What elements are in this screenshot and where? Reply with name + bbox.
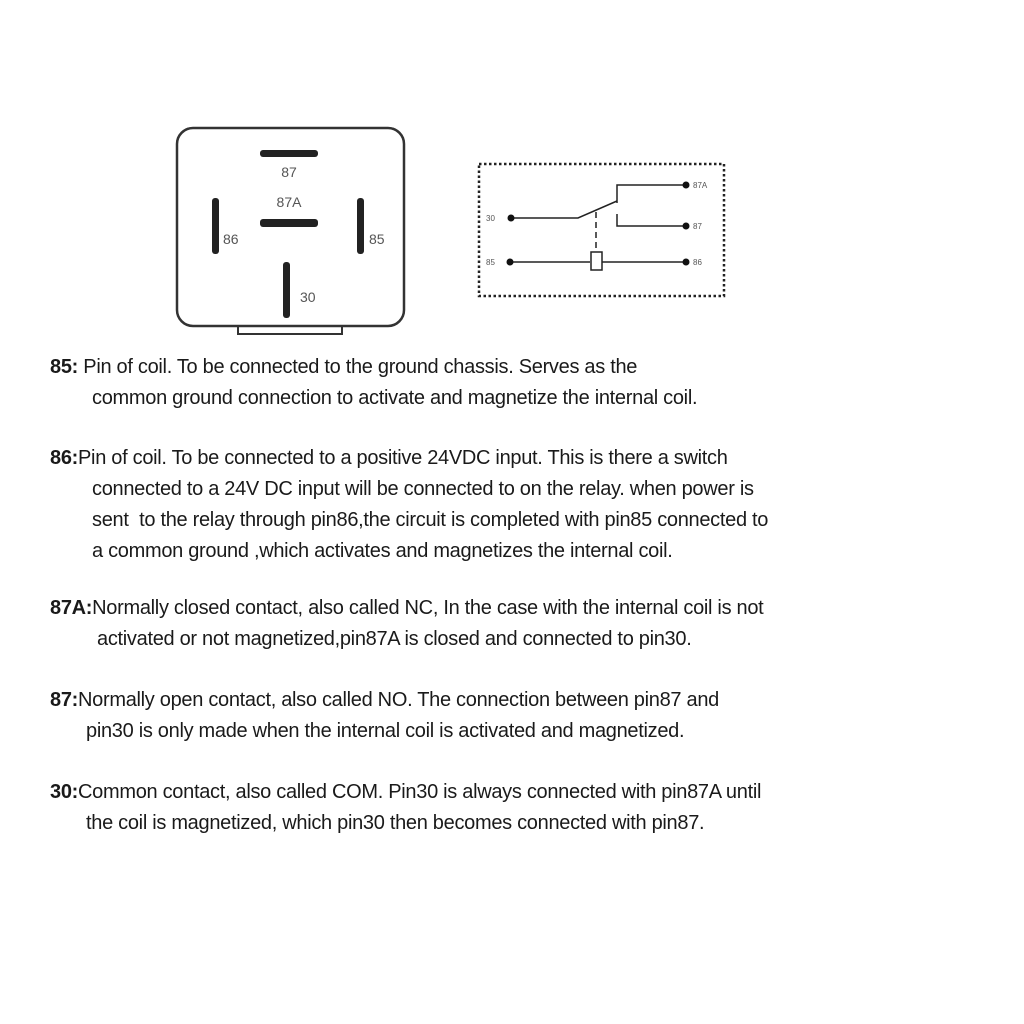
pin-label-30: 30 <box>300 289 316 305</box>
desc-line: connected to a 24V DC input will be connected to on the relay. when power is <box>92 478 754 500</box>
desc-line: the coil is magnetized, which pin30 then becomes connected with pin87. <box>86 812 705 834</box>
pin-label-87: 87 <box>281 164 297 180</box>
schematic-label-30: 30 <box>486 214 495 223</box>
schematic-label-85: 85 <box>486 258 495 267</box>
desc-line: Pin of coil. To be connected to the ground chassis. Serves as the <box>83 356 638 378</box>
desc-line: Pin of coil. To be connected to a positive 24VDC input. This is there a switch <box>78 447 728 469</box>
desc-line: activated or not magnetized,pin87A is closed and connected to pin30. <box>97 628 692 650</box>
pin-86-description <box>50 443 768 567</box>
schematic-label-87a: 87A <box>693 181 708 190</box>
relay-schematic <box>479 164 724 296</box>
pin-85-blade <box>357 198 364 254</box>
relay-footprint <box>177 128 404 334</box>
desc-line: pin30 is only made when the internal coil is activated and magnetized. <box>86 720 685 742</box>
schematic-label-86: 86 <box>693 258 702 267</box>
desc-line: common ground connection to activate and magnetize the internal coil. <box>92 387 698 409</box>
pin-30-blade <box>283 262 290 318</box>
relay-diagrams <box>0 0 1024 360</box>
pin-87a-description <box>50 593 763 655</box>
schematic-label-87: 87 <box>693 222 702 231</box>
desc-line: Normally closed contact, also called NC, In the case with the internal coil is not <box>92 597 764 619</box>
pin-label-87a: 87A <box>276 194 302 210</box>
pin-85-description <box>50 352 697 414</box>
pin-id: 85: <box>50 356 79 378</box>
desc-line: sent to the relay through pin86,the circuit is completed with pin85 connected to <box>92 509 769 531</box>
pin-30-description <box>50 777 761 839</box>
pin-label-86: 86 <box>223 231 239 247</box>
pin-87-description <box>50 685 719 747</box>
pin-87-blade <box>260 150 318 157</box>
desc-line: Common contact, also called COM. Pin30 is always connected with pin87A until <box>78 781 762 803</box>
pin-id: 87: <box>50 689 79 711</box>
pin-id: 86: <box>50 447 79 469</box>
pin-id: 87A: <box>50 597 93 619</box>
pin-label-85: 85 <box>369 231 385 247</box>
pin-id: 30: <box>50 781 79 803</box>
pin-86-blade <box>212 198 219 254</box>
coil-icon <box>591 252 602 270</box>
desc-line: Normally open contact, also called NO. The connection between pin87 and <box>78 689 719 711</box>
desc-line: a common ground ,which activates and magnetizes the internal coil. <box>92 540 673 562</box>
pin-87a-blade <box>260 219 318 227</box>
